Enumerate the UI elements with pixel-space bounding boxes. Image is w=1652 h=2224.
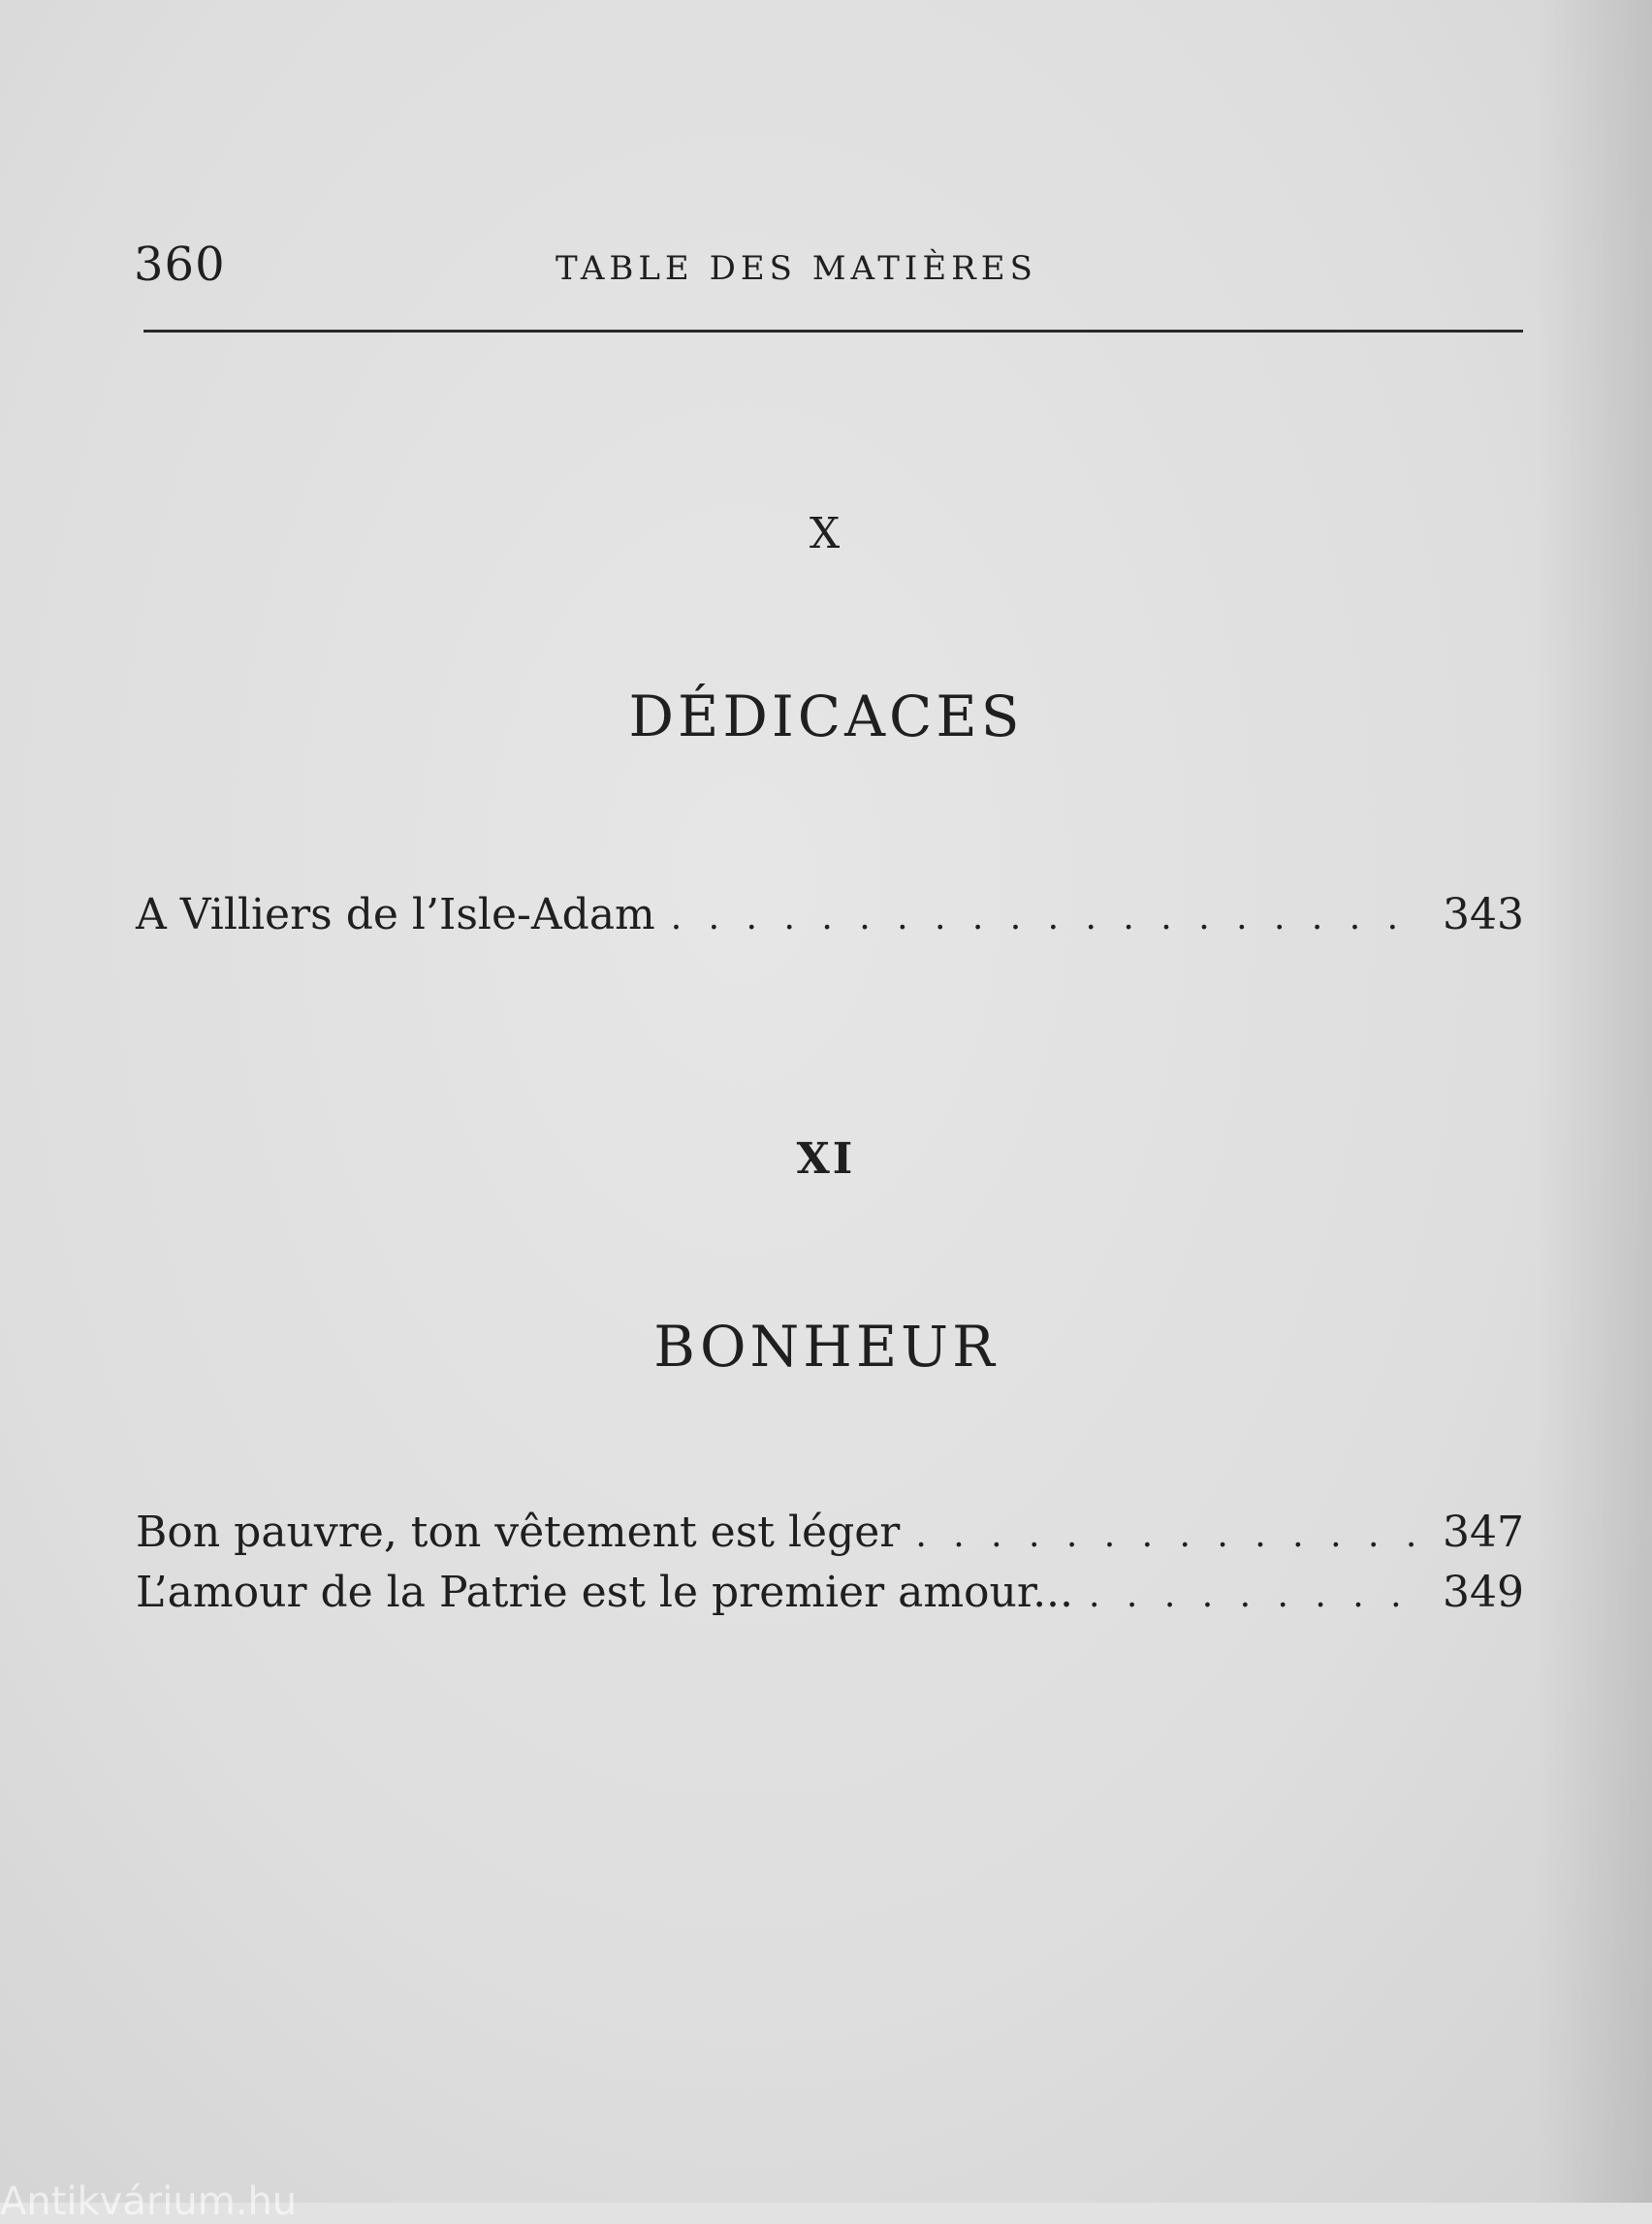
toc-entry[interactable]	[136, 1508, 1524, 1566]
section-number-x: X	[809, 509, 843, 558]
toc-entry-title: L’amour de la Patrie est le premier amour...	[136, 1568, 1074, 1617]
toc-entry-page: 349	[1443, 1568, 1524, 1617]
watermark: Antikvárium.hu	[0, 2179, 298, 2224]
toc-entry-title: A Villiers de l’Isle-Adam	[136, 890, 655, 939]
page-gutter-shadow	[1536, 0, 1652, 2203]
section-title-dedicaces: DÉDICACES	[628, 683, 1024, 749]
running-title: TABLE DES MATIÈRES	[556, 249, 1037, 288]
section-number-xi: XI	[796, 1134, 856, 1184]
page-header	[134, 238, 1522, 305]
dot-leader	[1089, 1575, 1423, 1615]
section-title-bonheur: BONHEUR	[653, 1314, 999, 1380]
toc-entry[interactable]	[136, 1568, 1524, 1626]
dot-leader	[915, 1515, 1423, 1555]
page-number: 360	[134, 238, 226, 292]
dot-leader	[671, 898, 1423, 937]
header-rule	[143, 330, 1523, 333]
toc-entry-page: 343	[1443, 890, 1524, 939]
toc-entry[interactable]	[136, 890, 1524, 948]
toc-entry-page: 347	[1443, 1508, 1524, 1557]
toc-entry-title: Bon pauvre, ton vêtement est léger	[136, 1508, 901, 1557]
